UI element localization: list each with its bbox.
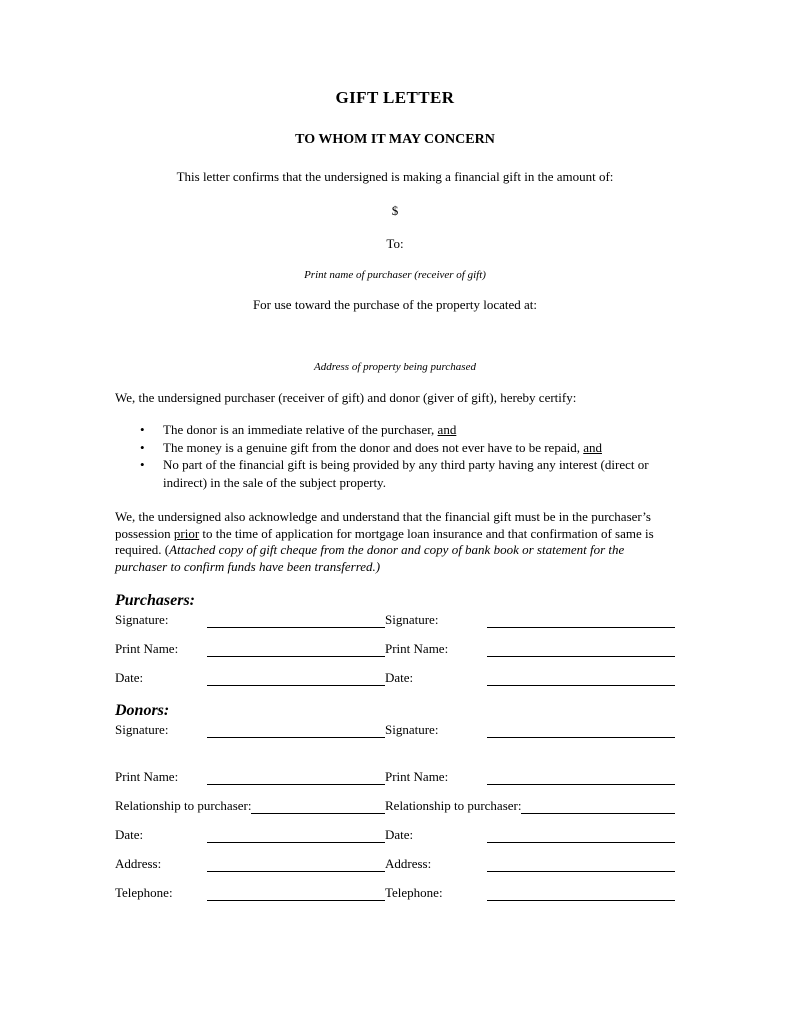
field-label-date: Date: [385, 670, 414, 685]
purchaser-print-name-line-1[interactable] [207, 641, 385, 657]
field-label-date: Date: [385, 827, 414, 842]
purchaser-print-name-left [115, 641, 385, 657]
purchaser-date-line-2[interactable] [487, 670, 675, 686]
purchaser-signature-line-1[interactable] [207, 612, 385, 628]
field-label-signature: Signature: [115, 612, 169, 627]
purchaser-signature-right [385, 612, 675, 628]
field-label-print-name: Print Name: [385, 769, 449, 784]
property-address-caption: Address of property being purchased [314, 361, 476, 373]
donor-print-name-left [115, 769, 385, 785]
purchaser-date-left [115, 670, 385, 686]
purchasers-heading: Purchasers: [115, 592, 196, 609]
amount-symbol: $ [391, 203, 399, 218]
donor-relationship-left [115, 798, 385, 814]
donor-address-line-2[interactable] [487, 856, 675, 872]
donor-address-right [385, 856, 675, 872]
field-label-address: Address: [385, 856, 432, 871]
to-label: To: [386, 236, 404, 251]
field-label-print-name: Print Name: [115, 769, 179, 784]
bullet-text [163, 421, 675, 439]
bullet-item-genuine-gift [140, 439, 675, 457]
bullet-text-main: The donor is an immediate relative of the purchaser, [163, 422, 438, 437]
donor-print-name-right [385, 769, 675, 785]
field-label-relationship: Relationship to purchaser: [115, 798, 252, 813]
intro-line: This letter confirms that the undersigned is making a financial gift in the amount of: [176, 169, 614, 184]
donor-date-right [385, 827, 675, 843]
purchaser-date-right [385, 670, 675, 686]
purchaser-signature-row [115, 612, 675, 628]
bullet-item-no-third-party [140, 456, 675, 491]
donor-date-line-2[interactable] [487, 827, 675, 843]
purchaser-print-name-right [385, 641, 675, 657]
purchaser-print-name-row [115, 641, 675, 657]
donors-heading: Donors: [115, 702, 170, 719]
donor-print-name-line-2[interactable] [487, 769, 675, 785]
donor-signature-line-2[interactable] [487, 722, 675, 738]
donor-date-line-1[interactable] [207, 827, 385, 843]
donor-address-line-1[interactable] [207, 856, 385, 872]
bullet-item-donor-relative [140, 421, 675, 439]
ack-text-2: to the time of application for mortgage loan insurance and that confirmation of same is required. ( [115, 525, 654, 557]
bullet-marker-icon [140, 456, 163, 491]
donor-date-left [115, 827, 385, 843]
bullet-marker-icon [140, 439, 163, 457]
donor-date-row [115, 827, 675, 843]
document-title: GIFT LETTER [335, 88, 455, 107]
field-label-telephone: Telephone: [385, 885, 443, 900]
purchaser-signature-line-2[interactable] [487, 612, 675, 628]
salutation-line: TO WHOM IT MAY CONCERN [295, 132, 495, 147]
field-label-date: Date: [115, 827, 144, 842]
ack-text-1: We, the undersigned also acknowledge and understand that the financial gift must be in the purchaser’s possession [115, 509, 651, 541]
bullet-text [163, 439, 675, 457]
donor-telephone-row [115, 885, 675, 901]
donor-relationship-right [385, 798, 675, 814]
certification-list [115, 421, 675, 491]
field-label-signature: Signature: [115, 722, 169, 737]
field-label-print-name: Print Name: [385, 641, 449, 656]
field-label-date: Date: [115, 670, 144, 685]
donor-signature-row [115, 722, 675, 738]
field-label-signature: Signature: [385, 612, 439, 627]
purchaser-name-caption: Print name of purchaser (receiver of gift) [304, 269, 486, 281]
donor-signature-right [385, 722, 675, 738]
field-label-signature: Signature: [385, 722, 439, 737]
certify-line: We, the undersigned purchaser (receiver of gift) and donor (giver of gift), hereby certify: [115, 390, 577, 405]
bullet-marker-icon [140, 421, 163, 439]
bullet-text-underlined: and [437, 422, 457, 437]
property-use-line: For use toward the purchase of the property located at: [252, 297, 538, 312]
field-label-print-name: Print Name: [115, 641, 179, 656]
property-address-blank[interactable] [115, 313, 675, 339]
donor-print-name-row [115, 769, 675, 785]
donor-relationship-row [115, 798, 675, 814]
donor-relationship-line-1[interactable] [251, 798, 385, 814]
purchaser-date-row [115, 670, 675, 686]
donor-relationship-line-2[interactable] [521, 798, 675, 814]
donor-signature-left [115, 722, 385, 738]
donor-signature-line-1[interactable] [207, 722, 385, 738]
field-label-telephone: Telephone: [115, 885, 173, 900]
donor-telephone-left [115, 885, 385, 901]
purchaser-date-line-1[interactable] [207, 670, 385, 686]
purchaser-print-name-line-2[interactable] [487, 641, 675, 657]
ack-text-italic-note: Attached copy of gift cheque from the donor and copy of bank book or statement for the purchaser to confirm funds have been transferred.) [115, 542, 625, 574]
bullet-text-main: No part of the financial gift is being provided by any third party having any interest (direct or indirect) in the sale of the subject property. [163, 457, 649, 490]
donor-telephone-line-1[interactable] [207, 885, 385, 901]
donor-telephone-right [385, 885, 675, 901]
donor-address-row [115, 856, 675, 872]
ack-text-underlined: prior [173, 525, 200, 541]
donor-telephone-line-2[interactable] [487, 885, 675, 901]
acknowledgement-paragraph [115, 509, 675, 575]
bullet-text [163, 456, 675, 491]
field-label-address: Address: [115, 856, 162, 871]
bullet-text-main: The money is a genuine gift from the donor and does not ever have to be repaid, [163, 439, 584, 455]
field-label-relationship: Relationship to purchaser: [385, 798, 522, 813]
donor-print-name-line-1[interactable] [207, 769, 385, 785]
donor-address-left [115, 856, 385, 872]
purchaser-signature-left [115, 612, 385, 628]
bullet-text-underlined: and [583, 439, 602, 455]
